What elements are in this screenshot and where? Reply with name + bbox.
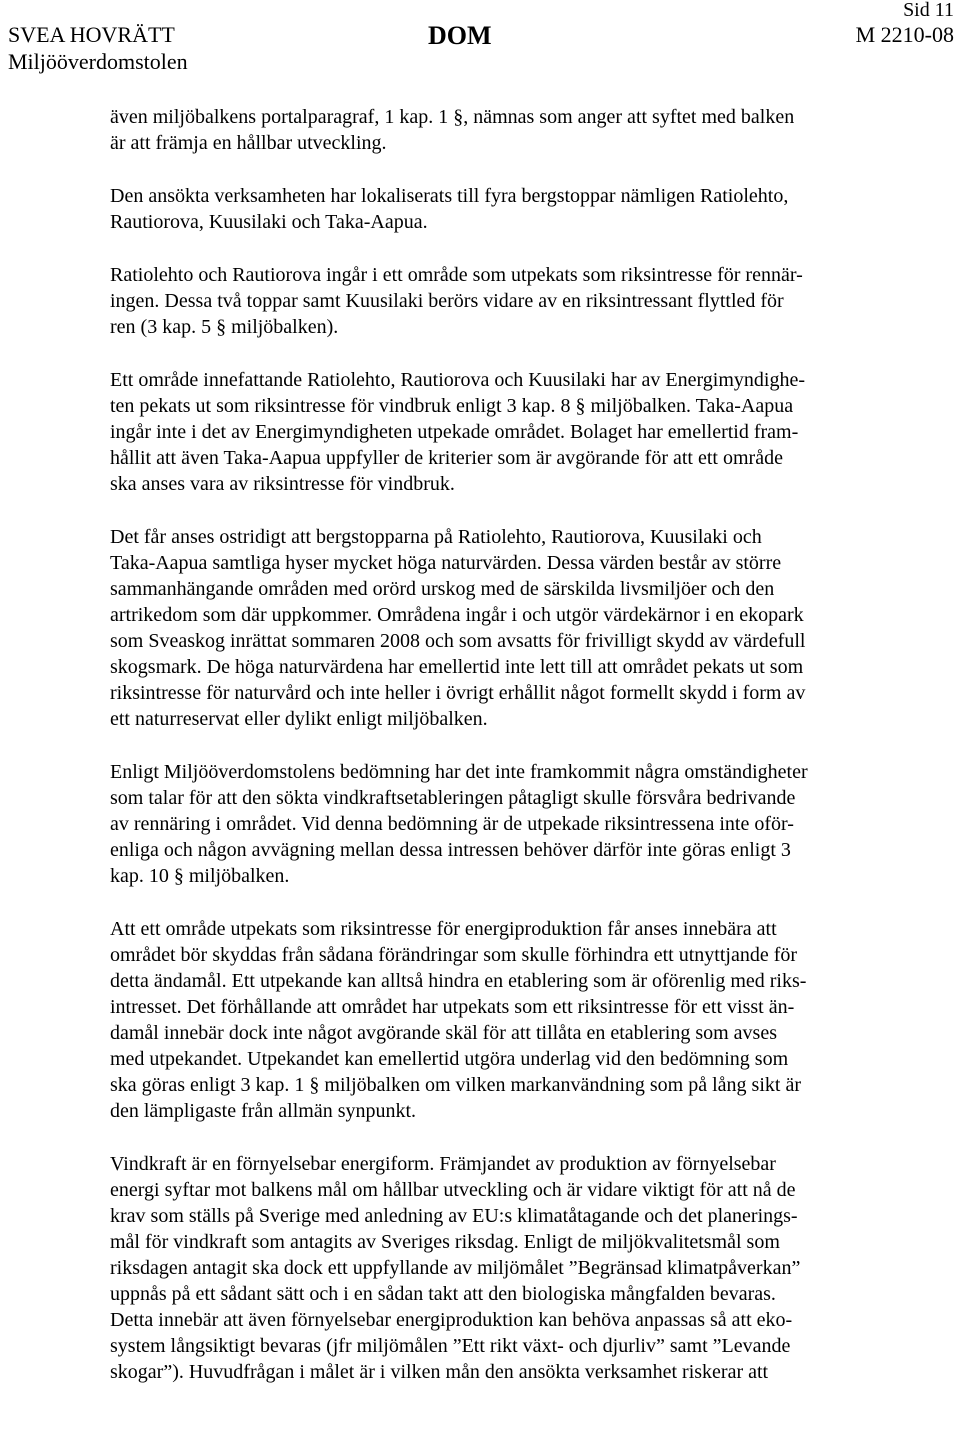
text-line: Vindkraft är en förnyelsebar energiform. Främjandet av produktion av förnyelsebar	[110, 1153, 776, 1175]
text-line: Det får anses ostridigt att bergstopparna på Ratiolehto, Rautiorova, Kuusilaki och	[110, 526, 762, 548]
text-line: den lämpligaste från allmän synpunkt.	[110, 1100, 417, 1122]
text-line: sammanhängande områden med orörd urskog med de särskilda livsmiljöer och den	[110, 578, 775, 600]
court-division: Miljööverdomstolen	[8, 49, 188, 74]
text-line: ett naturreservat eller dylikt enligt miljöbalken.	[110, 708, 488, 730]
text-line: som Sveaskog inrättat sommaren 2008 och som avsatts för frivilligt skydd av värdefull	[110, 630, 806, 652]
text-line: med utpekandet. Utpekandet kan emellertid utgöra underlag vid den bedömning som	[110, 1048, 789, 1070]
paragraph	[110, 367, 920, 497]
text-line: området bör skyddas från sådana förändringar som skulle förhindra ett utnyttjande för	[110, 944, 798, 966]
text-line: krav som ställs på Sverige med anledning av EU:s klimatåtagande och det planerings-	[110, 1205, 798, 1227]
text-line: detta ändamål. Ett utpekande kan alltså hindra en etablering som är oförenlig med riks-	[110, 970, 807, 992]
text-line: riksintresse för naturvård och inte heller i övrigt erhållit något formellt skydd i form av	[110, 682, 806, 704]
text-line: system långsiktigt bevaras (jfr miljömålen ”Ett rikt växt- och djurliv” samt ”Levande	[110, 1335, 791, 1357]
text-line: hållit att även Taka-Aapua uppfyller de kriterier som är avgörande för att ett område	[110, 447, 783, 469]
document-type: DOM	[428, 21, 492, 50]
paragraph	[110, 759, 920, 889]
text-line: skogar”). Huvudfrågan i målet är i vilken mån den ansökta verksamhet riskerar att	[110, 1361, 769, 1383]
text-line: damål innebär dock inte något avgörande skäl för att tillåta en etablering som avses	[110, 1022, 777, 1044]
text-line: artrikedom som där uppkommer. Områdena ingår i och utgör värdekärnor i en ekopark	[110, 604, 804, 626]
text-line: enliga och någon avvägning mellan dessa intressen behöver därför inte göras enligt 3	[110, 839, 791, 861]
text-line: ren (3 kap. 5 § miljöbalken).	[110, 316, 339, 338]
text-line: ten pekats ut som riksintresse för vindbruk enligt 3 kap. 8 § miljöbalken. Taka-Aapua	[110, 395, 794, 417]
text-line: ingen. Dessa två toppar samt Kuusilaki berörs vidare av en riksintressant flyttled för	[110, 290, 784, 312]
text-line: som talar för att den sökta vindkraftsetableringen påtagligt skulle försvåra bedrivande	[110, 787, 796, 809]
paragraph	[110, 524, 920, 732]
text-line: ska göras enligt 3 kap. 1 § miljöbalken om vilken markanvändning som på lång sikt är	[110, 1074, 801, 1096]
text-line: skogsmark. De höga naturvärdena har emellertid inte lett till att området pekats ut som	[110, 656, 804, 678]
document-header	[8, 22, 954, 82]
text-line: av rennäring i området. Vid denna bedömning är de utpekade riksintressena inte oför-	[110, 813, 794, 835]
case-number: M 2210-08	[855, 22, 954, 47]
text-line: Den ansökta verksamheten har lokaliserats till fyra bergstoppar nämligen Ratiolehto,	[110, 185, 789, 207]
text-line: Enligt Miljööverdomstolens bedömning har det inte framkommit några omständigheter	[110, 761, 808, 783]
text-line: energi syftar mot balkens mål om hållbar utveckling och är vidare viktigt för att nå de	[110, 1179, 796, 1201]
paragraph	[110, 1151, 920, 1385]
text-line: Detta innebär att även förnyelsebar energiproduktion kan behöva anpassas så att eko-	[110, 1309, 793, 1331]
text-line: ingår inte i det av Energimyndigheten utpekade området. Bolaget har emellertid fram-	[110, 421, 799, 443]
text-line: intresset. Det förhållande att området har utpekats som ett riksintresse för ett visst än-	[110, 996, 795, 1018]
text-line: riksdagen antagit ska dock ett uppfyllande av miljömålet ”Begränsad klimatpåverkan”	[110, 1257, 801, 1279]
text-line: Rautiorova, Kuusilaki och Taka-Aapua.	[110, 211, 428, 233]
page-number: Sid 11	[903, 0, 954, 21]
paragraph	[110, 916, 920, 1124]
paragraph	[110, 262, 920, 340]
text-line: mål för vindkraft som antagits av Sveriges riksdag. Enligt de miljökvalitetsmål som	[110, 1231, 780, 1253]
text-line: kap. 10 § miljöbalken.	[110, 865, 290, 887]
text-line: är att främja en hållbar utveckling.	[110, 132, 387, 154]
paragraph	[110, 183, 920, 235]
text-line: Taka-Aapua samtliga hyser mycket höga naturvärden. Dessa värden består av större	[110, 552, 782, 574]
text-line: Att ett område utpekats som riksintresse för energiproduktion får anses innebära att	[110, 918, 777, 940]
paragraph	[110, 104, 920, 156]
document-body	[110, 104, 920, 1412]
text-line: även miljöbalkens portalparagraf, 1 kap. 1 §, nämnas som anger att syftet med balken	[110, 106, 795, 128]
court-name: SVEA HOVRÄTT	[8, 22, 175, 47]
text-line: ska anses vara av riksintresse för vindbruk.	[110, 473, 455, 495]
text-line: uppnås på ett sådant sätt och i en sådan takt att den biologiska mångfalden bevaras.	[110, 1283, 776, 1305]
text-line: Ratiolehto och Rautiorova ingår i ett område som utpekats som riksintresse för rennär-	[110, 264, 803, 286]
text-line: Ett område innefattande Ratiolehto, Rautiorova och Kuusilaki har av Energimyndighe-	[110, 369, 805, 391]
